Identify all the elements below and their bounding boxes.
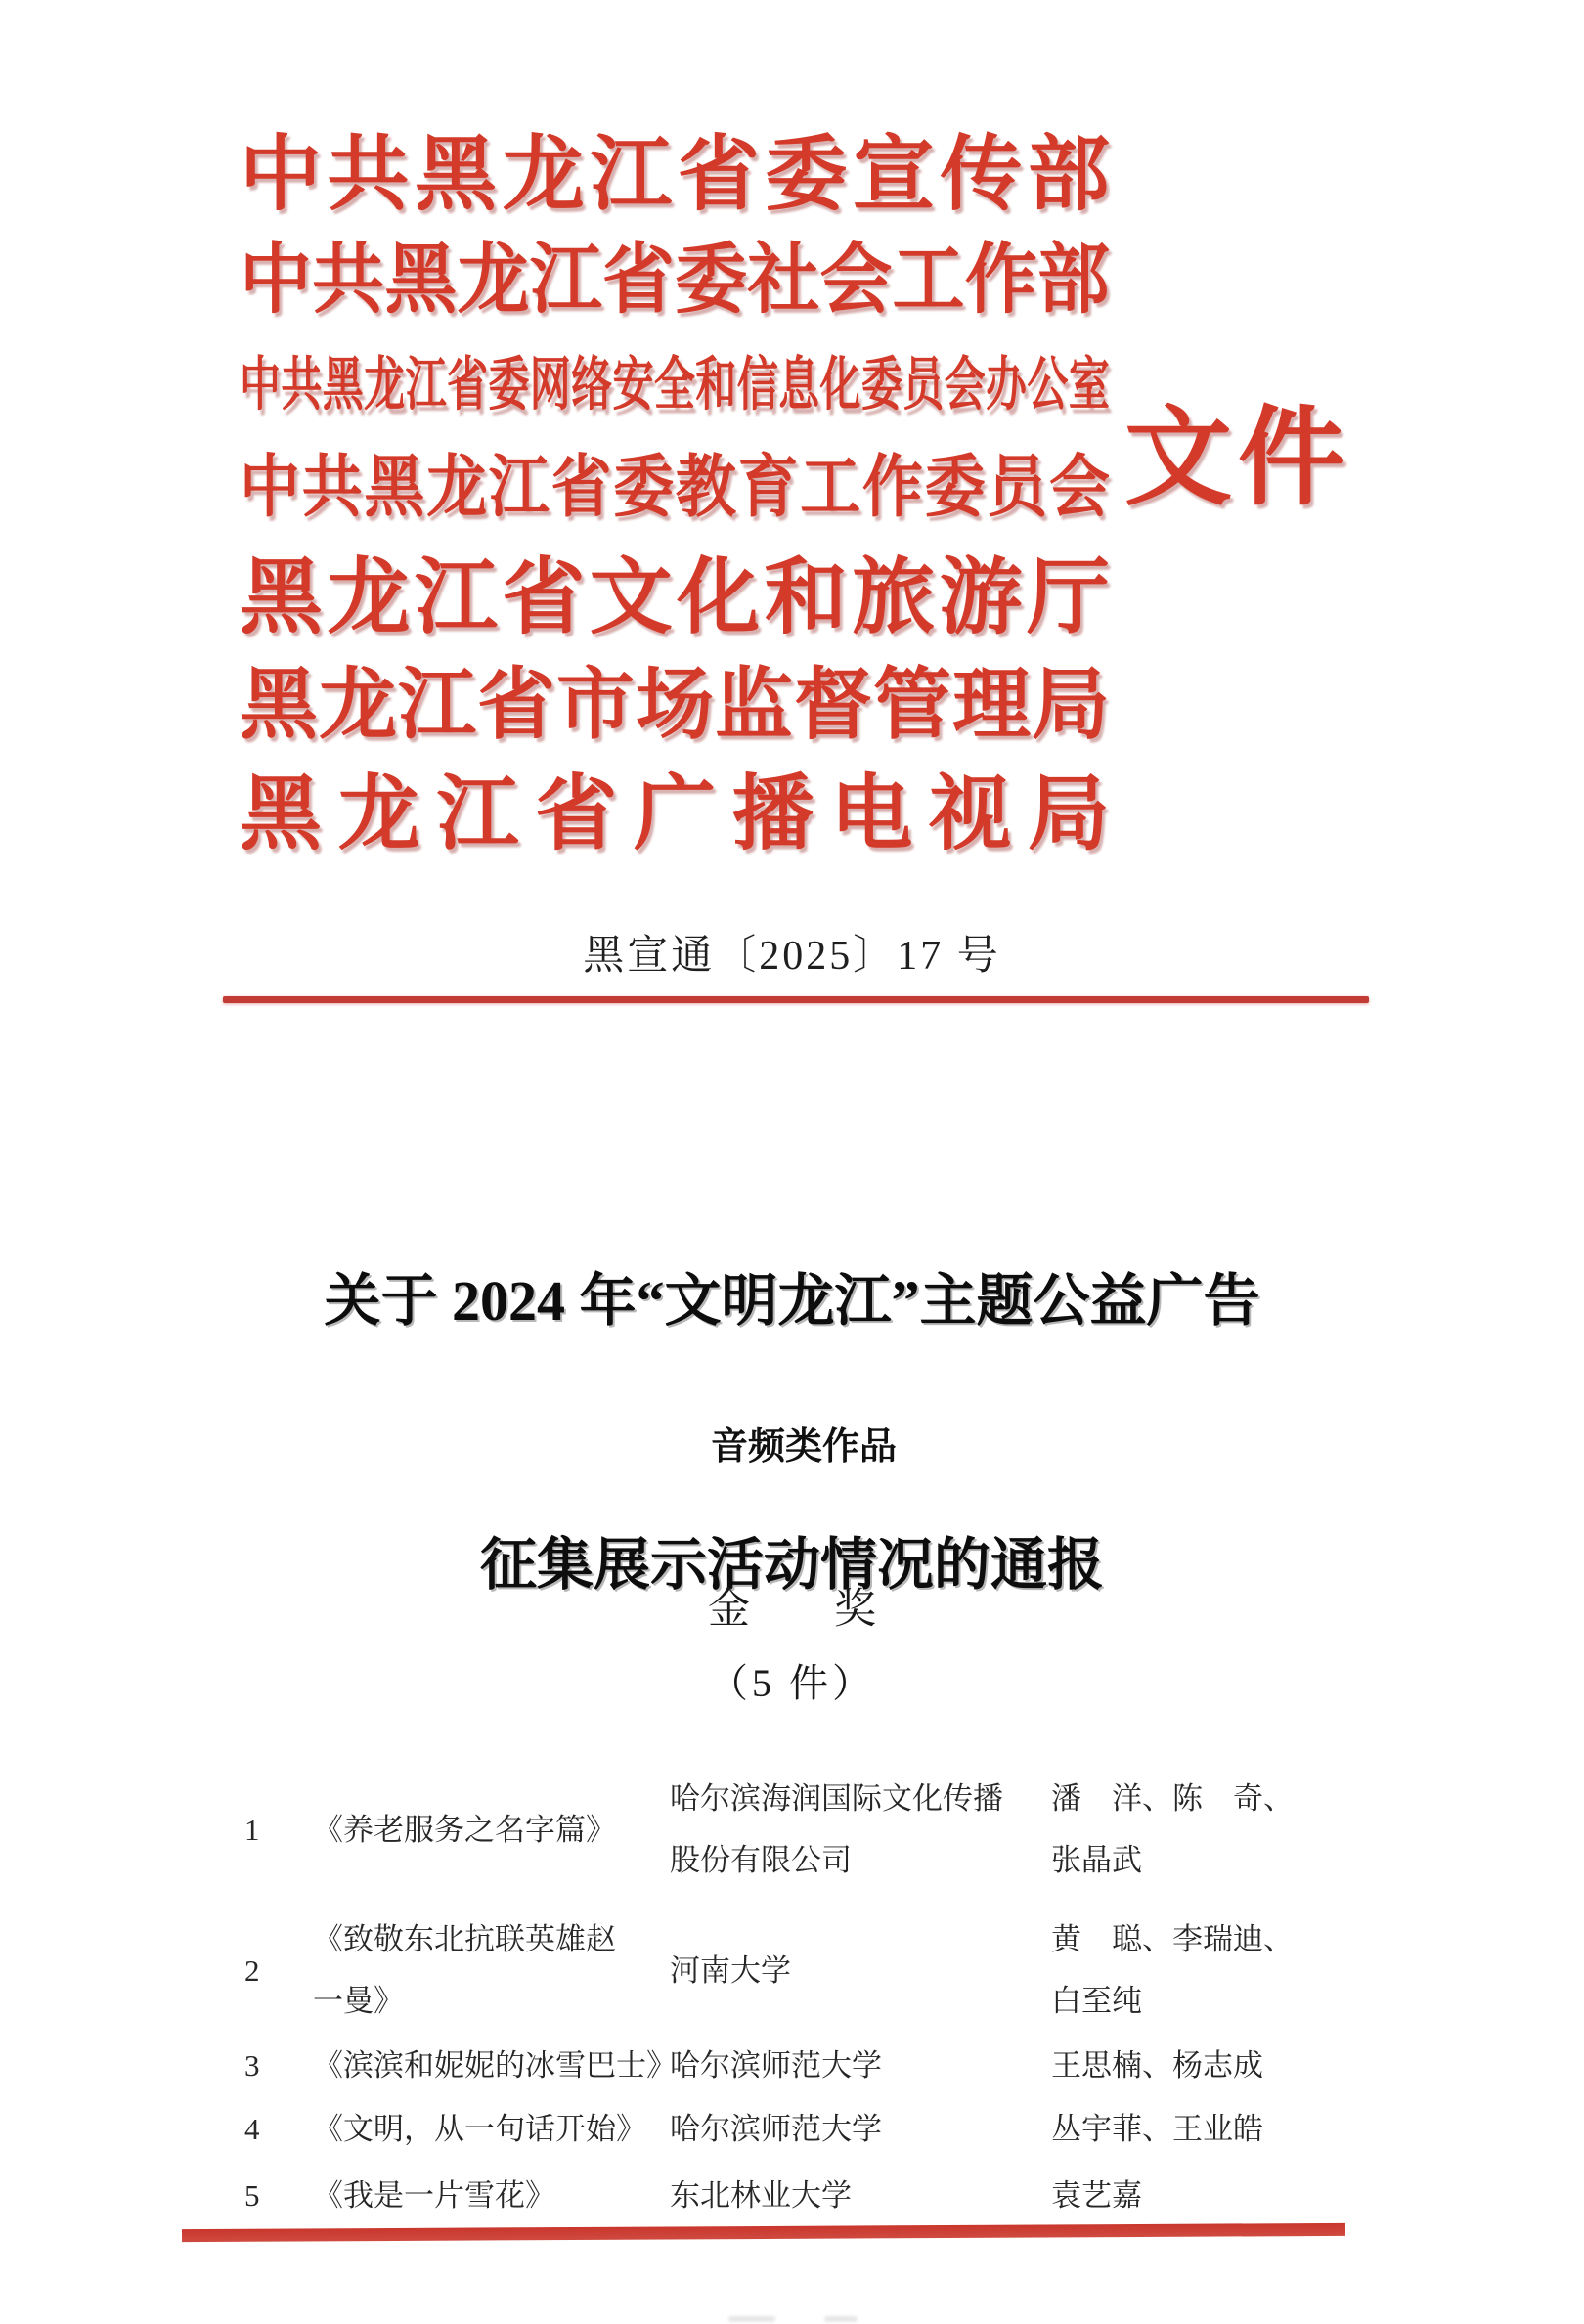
org-line-3: 中 共 黑 龙 江 省 委 网 络 安 全 和 信 息 化 委 员 会 办 公 室 [240,354,1110,418]
award-heading: 金 奖 [708,1587,876,1633]
doc-title-line-2: 征集展示活动情况的通报 [479,1533,1104,1597]
work-title-line: 一曼》 [313,1984,404,2018]
org-line-1: 中 共 黑 龙 江 省 委 宣 传 部 [240,130,1110,221]
authors-cell [1051,2035,1346,2096]
organization: 哈尔滨师范大学 [670,2048,882,2083]
doc-title-line-1: 关于 2024 年“文明龙江”主题公益广告 [324,1269,1260,1333]
header-rule [223,996,1369,1003]
table-row [244,1908,1346,2032]
organization: 哈尔滨师范大学 [670,2112,882,2146]
authors-cell [1051,1908,1346,2032]
organization-line: 哈尔滨海润国际文化传播 [670,1781,1003,1816]
work-title: 《我是一片雪花》 [313,2178,555,2213]
row-number: 1 [244,1812,260,1847]
org-line-2: 中 共 黑 龙 江 省 委 社 会 工 作 部 [240,238,1110,324]
organization-cell [670,2035,1051,2096]
authors-cell [1051,2098,1346,2160]
work-title: 《文明，从一句话开始》 [313,2112,646,2146]
authors-cell [1051,1768,1346,1891]
work-title-cell [313,2035,677,2096]
organization-cell [670,1940,1051,2001]
organization: 东北林业大学 [670,2178,852,2213]
authors: 袁艺嘉 [1051,2178,1142,2213]
row-number: 4 [244,2112,260,2146]
work-title-cell [313,1908,670,2032]
row-number: 3 [244,2048,260,2083]
table-row [244,2035,1346,2096]
authors: 丛宇菲、王业皓 [1051,2112,1263,2146]
file-label: 文件 [1124,399,1351,518]
work-title-cell [313,2165,670,2226]
category-heading: 音频类作品 [710,1426,897,1468]
footer-smudge [824,2316,858,2322]
work-title-cell [313,2098,670,2160]
org-line-7: 黑 龙 江 省 广 播 电 视 局 [240,769,1110,860]
table-row [244,2165,1346,2226]
work-title: 《滨滨和妮妮的冰雪巴士》 [313,2048,677,2083]
award-count: （5 件） [709,1661,875,1705]
table-row [244,2098,1346,2160]
organization-cell [670,1768,1051,1891]
authors: 王思楠、杨志成 [1051,2048,1263,2083]
org-line-6: 黑 龙 江 省 市 场 监 督 管 理 局 [240,663,1110,749]
organization-line: 股份有限公司 [670,1843,852,1877]
row-number: 2 [244,1952,260,1988]
work-title: 《养老服务之名字篇》 [313,1812,616,1847]
work-title-line: 《致敬东北抗联英雄赵 [313,1922,616,1956]
row-number: 5 [244,2178,260,2213]
winners-table [244,1768,1346,2226]
doc-number: 黑宣通〔2025〕17 号 [583,934,1001,979]
org-line-4: 中 共 黑 龙 江 省 委 教 育 工 作 委 员 会 [240,450,1110,526]
organization-line: 河南大学 [670,1952,791,1988]
authors-line: 潘 洋、陈 奇、 [1051,1781,1294,1816]
authors-line: 张晶武 [1051,1843,1142,1877]
authors-line: 黄 聪、李瑞迪、 [1051,1922,1294,1956]
authors-cell [1051,2165,1346,2226]
org-line-5: 黑 龙 江 省 文 化 和 旅 游 厅 [240,552,1110,644]
footer-smudge [728,2316,775,2322]
organization-cell [670,2098,1051,2160]
table-row [244,1768,1346,1891]
work-title-cell [313,1799,670,1861]
organization-cell [670,2165,1051,2226]
authors-line: 白至纯 [1051,1984,1142,2018]
